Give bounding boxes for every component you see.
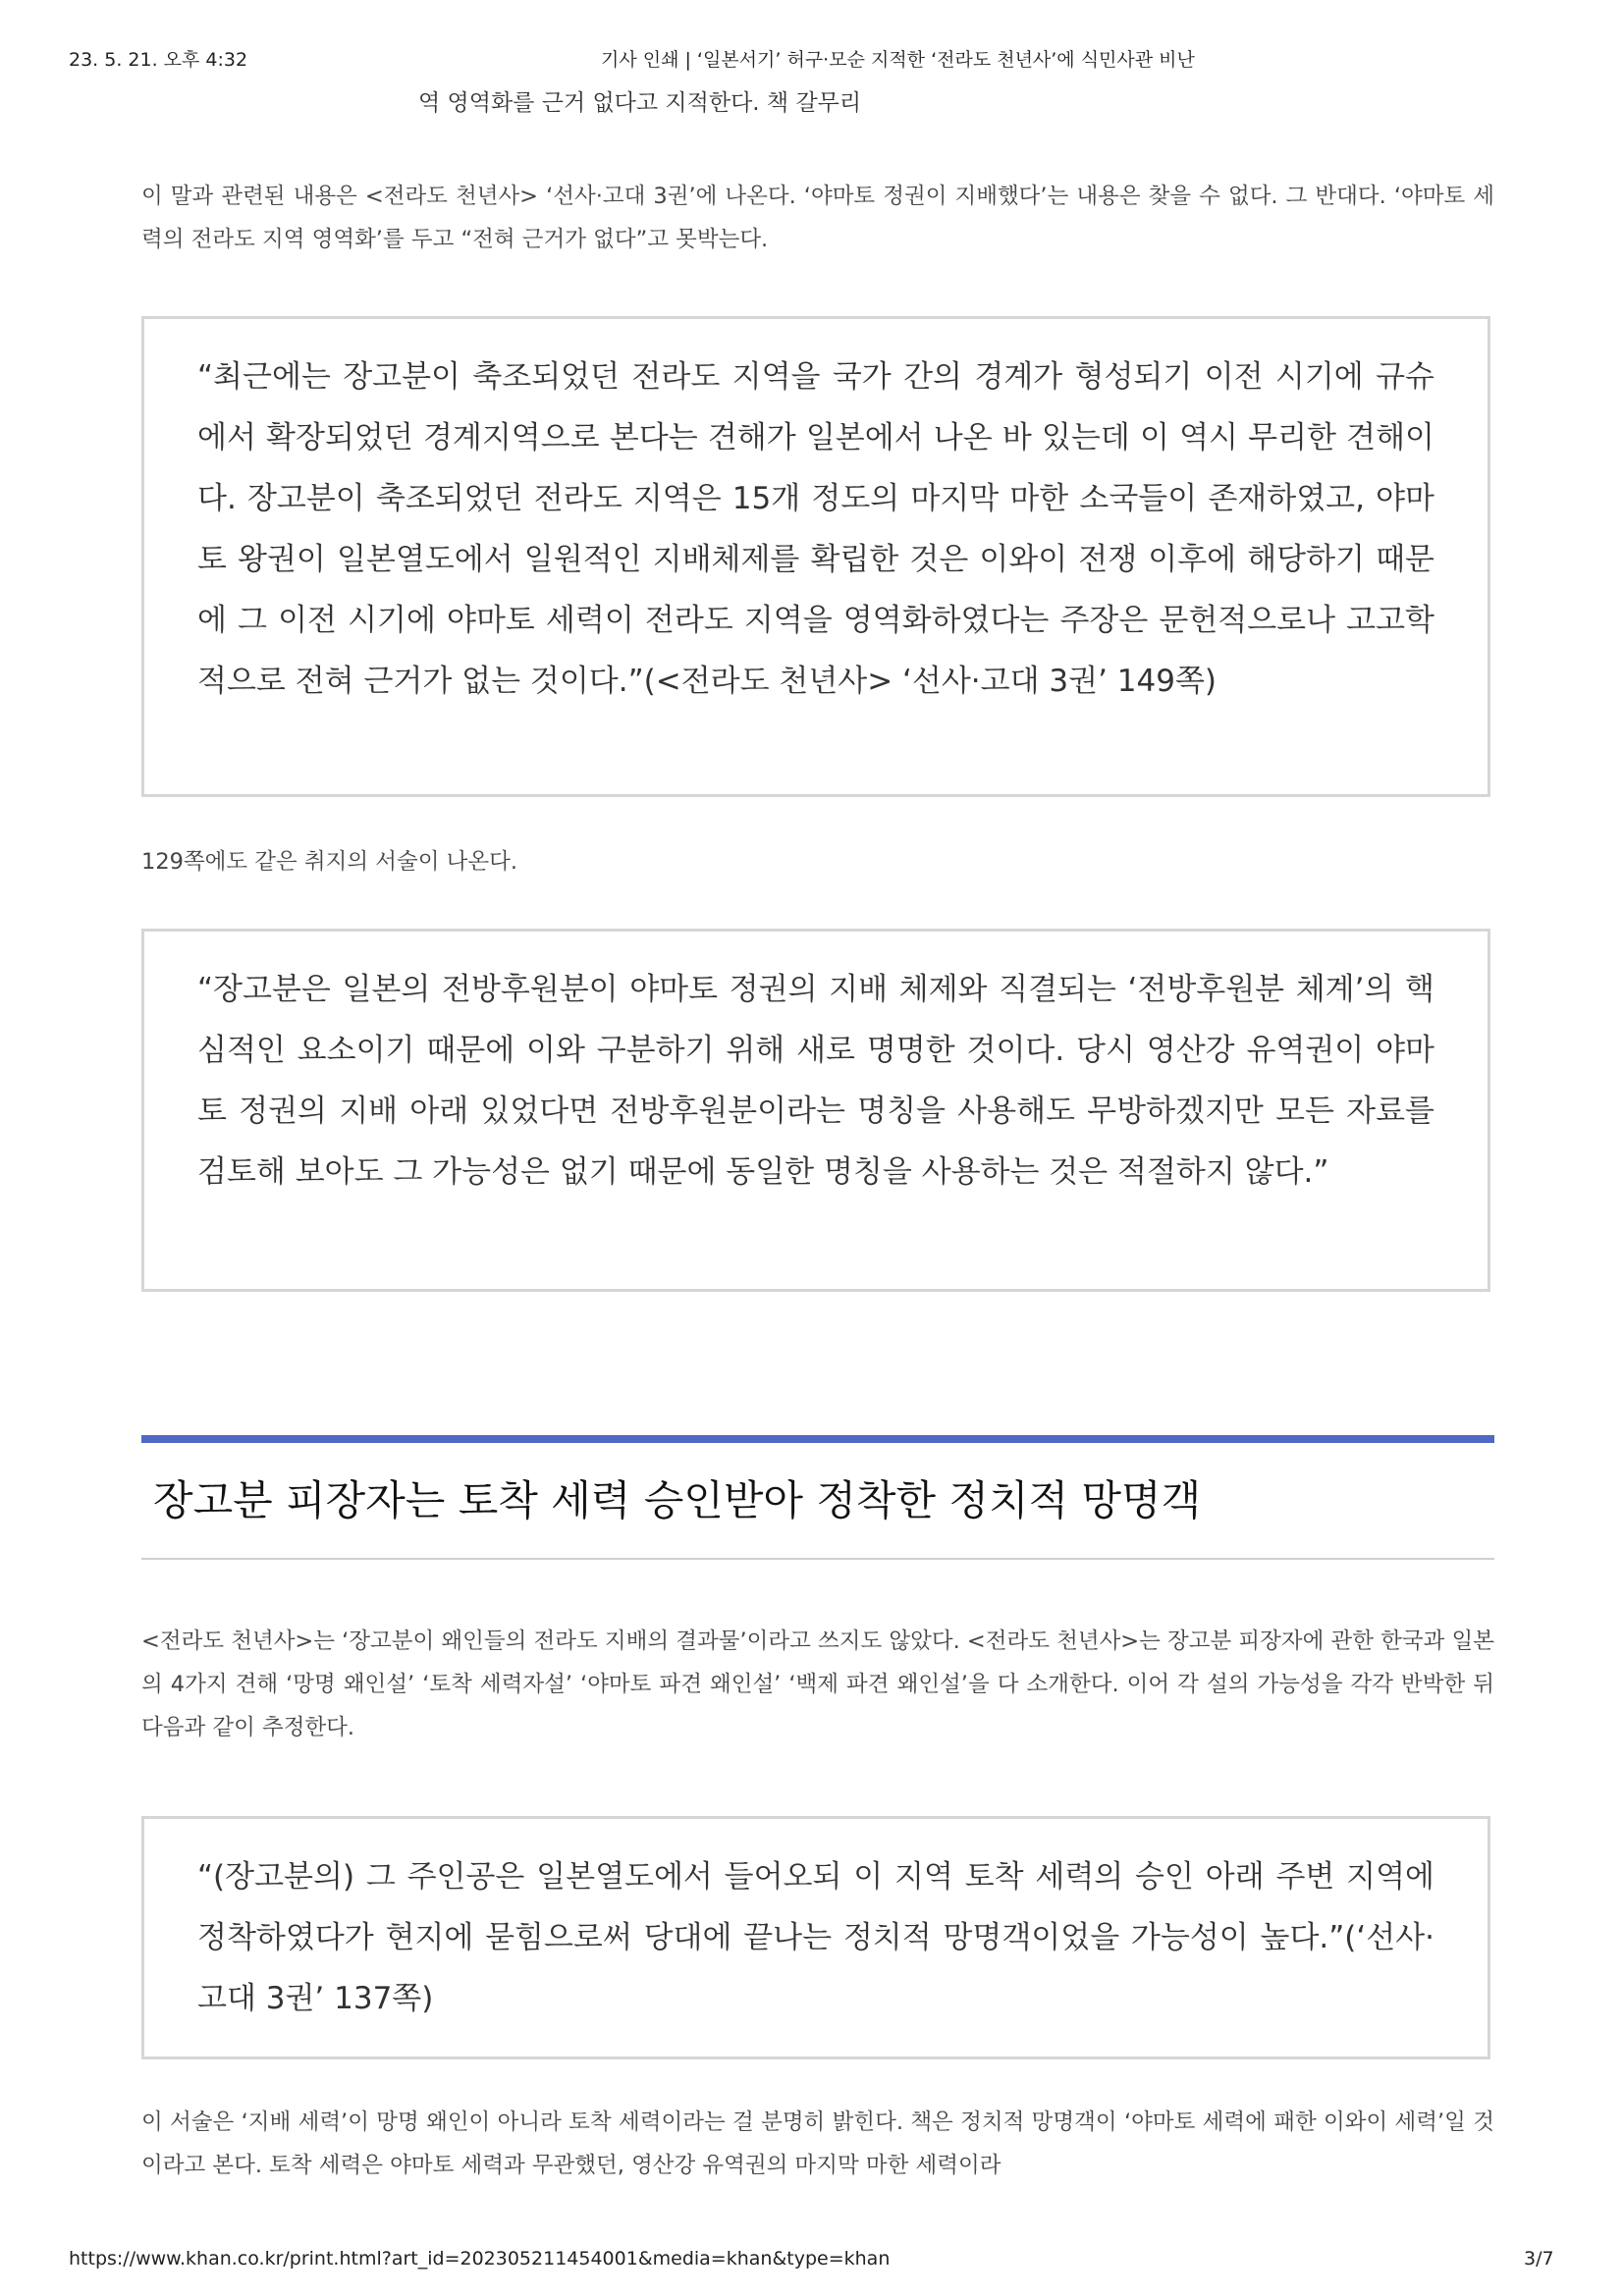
article-paragraph: <전라도 천년사>는 ‘장고분이 왜인들의 전라도 지배의 결과물’이라고 쓰지도 않았다. <전라도 천년사>는 장고분 피장자에 관한 한국과 일본의 4가지 견해 ‘망명 왜인설’ ‘토착 세력자설’ ‘야마토 파견 왜인설’ ‘백제 파견 왜인설’을 다 소개한다. 이어 각 설의 가능성을 각각 반박한 뒤 다음과 같이 추정한다. (141, 1629, 1494, 1740)
section-heading-bar (141, 1435, 1494, 1443)
article-paragraph: 이 말과 관련된 내용은 <전라도 천년사> ‘선사·고대 3권’에 나온다. ‘야마토 정권이 지배했다’는 내용은 찾을 수 없다. 그 반대다. ‘야마토 세력의 전라도 지역 영역화’를 두고 “전혀 근거가 없다”고 못박는다. (141, 184, 1494, 252)
section-divider (141, 1558, 1494, 1560)
print-title: 기사 인쇄 | ‘일본서기’ 허구·모순 지적한 ‘전라도 천년사’에 식민사관 비난 (601, 49, 1195, 71)
print-url: https://www.khan.co.kr/print.html?art_id=202305211454001&media=khan&type=khan (69, 2248, 891, 2269)
article-paragraph: 129쪽에도 같은 취지의 서술이 나온다. (141, 849, 517, 875)
article-paragraph: 이 서술은 ‘지배 세력’이 망명 왜인이 아니라 토착 세력이라는 걸 분명히 밝힌다. 책은 정치적 망명객이 ‘야마토 세력에 패한 이와이 세력’일 것이라고 본다. 토착 세력은 야마토 세력과 무관했던, 영산강 유역권의 마지막 마한 세력이라 (141, 2109, 1494, 2178)
caption-fragment: 역 영역화를 근거 없다고 지적한다. 책 갈무리 (418, 90, 862, 116)
page-number: 3/7 (1524, 2248, 1554, 2269)
blockquote-text: “장고분은 일본의 전방후원분이 야마토 정권의 지배 체제와 직결되는 ‘전방후원분 체계’의 핵심적인 요소이기 때문에 이와 구분하기 위해 새로 명명한 것이다. 당시 영산강 유역권이 야마토 정권의 지배 아래 있었다면 전방후원분이라는 명칭을 사용해도 무방하겠지만 모든 자료를 검토해 보아도 그 가능성은 없기 때문에 동일한 명칭을 사용하는 것은 적절하지 않다.” (197, 972, 1434, 1190)
blockquote (141, 1816, 1490, 2059)
print-datetime: 23. 5. 21. 오후 4:32 (69, 49, 248, 71)
blockquote-text: “최근에는 장고분이 축조되었던 전라도 지역을 국가 간의 경계가 형성되기 이전 시기에 규슈에서 확장되었던 경계지역으로 본다는 견해가 일본에서 나온 바 있는데 이 역시 무리한 견해이다. 장고분이 축조되었던 전라도 지역은 15개 정도의 마지막 마한 소국들이 존재하였고, 야마토 왕권이 일본열도에서 일원적인 지배체제를 확립한 것은 이와이 전쟁 이후에 해당하기 때문에 그 이전 시기에 야마토 세력이 전라도 지역을 영역화하였다는 주장은 문헌적으로나 고고학적으로 전혀 근거가 없는 것이다.”(<전라도 천년사> ‘선사·고대 3권’ 149쪽) (197, 359, 1434, 699)
blockquote (141, 316, 1490, 797)
section-heading: 장고분 피장자는 토착 세력 승인받아 정착한 정치적 망명객 (153, 1476, 1202, 1524)
blockquote-text: “(장고분의) 그 주인공은 일본열도에서 들어오되 이 지역 토착 세력의 승인 아래 주변 지역에 정착하였다가 현지에 묻힘으로써 당대에 끝나는 정치적 망명객이었을 가능성이 높다.”(‘선사·고대 3권’ 137쪽) (197, 1859, 1434, 2016)
blockquote (141, 929, 1490, 1292)
